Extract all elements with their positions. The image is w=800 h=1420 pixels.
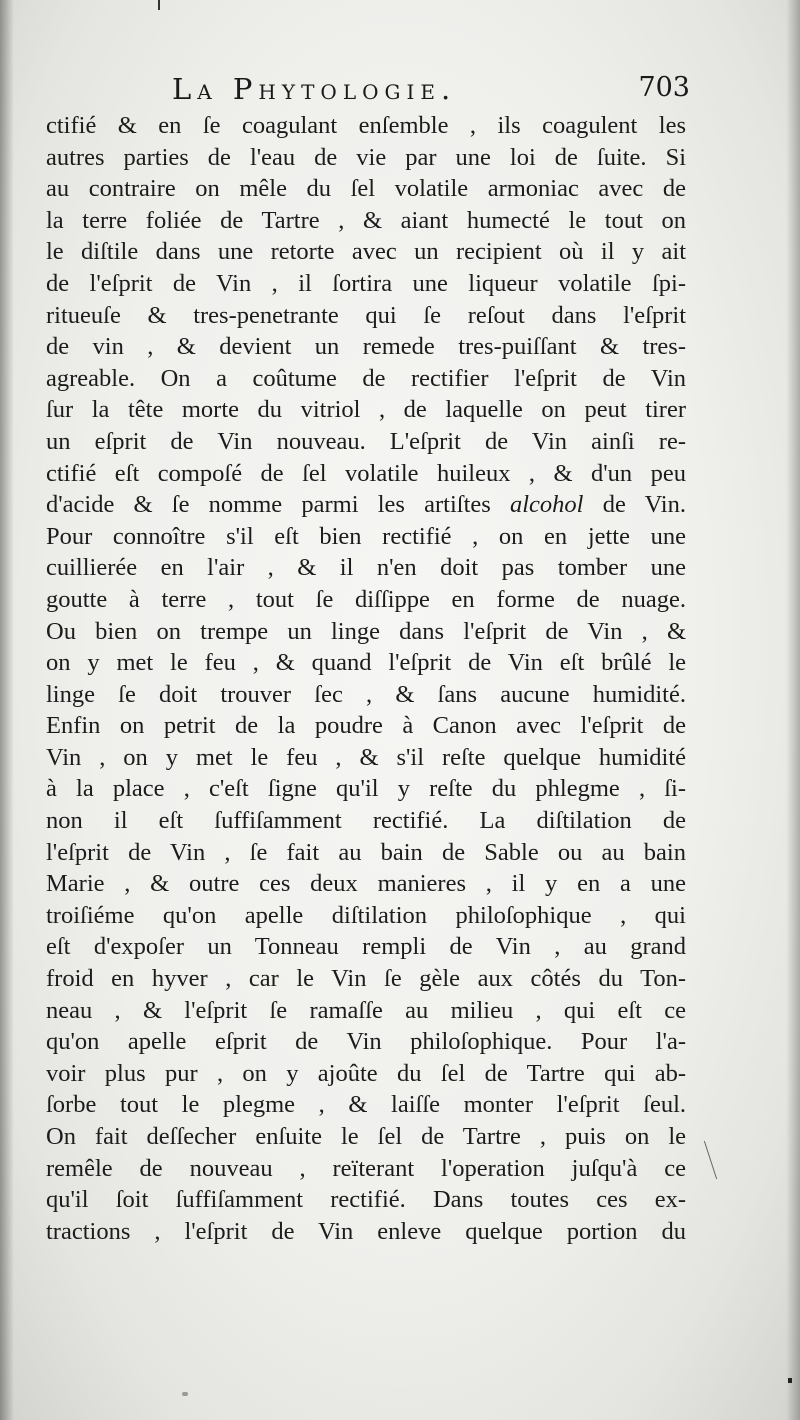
page-edge-shadow-left (0, 0, 14, 1420)
text-span: de Vin. (583, 491, 686, 519)
page-number: 703 (638, 72, 690, 103)
text-line: qu'on apelle eſprit de Vin philoſophique. Pour l'a- (46, 1028, 686, 1056)
text-line: linge ſe doit trouver ſec , & ſans aucune humidité. (46, 680, 686, 708)
text-line: l'eſprit de Vin , ſe fait au bain de Sable ou au bain (46, 838, 686, 866)
text-line: froid en hyver , car le Vin ſe gèle aux côtés du Ton- (46, 965, 686, 993)
text-line: eſt d'expoſer un Tonneau rempli de Vin , au grand (46, 933, 686, 961)
text-line: On fait deſſecher enſuite le ſel de Tartre , puis on le (46, 1123, 686, 1150)
page-header (40, 68, 690, 112)
text-line: ſur la tête morte du vitriol , de laquelle on peut tirer (46, 396, 686, 424)
text-line: de vin , & devient un remede tres-puiſſant & tres- (46, 333, 686, 361)
text-line: Enfin on petrit de la poudre à Canon avec l'eſprit de (46, 712, 686, 740)
text-line: de l'eſprit de Vin , il ſortira une liqueur volatile ſpi- (46, 269, 686, 297)
body-text (46, 110, 686, 1247)
text-line: non il eſt ſuffiſamment rectifié. La diſtilation de (46, 807, 686, 835)
text-line: agreable. On a coûtume de rectifier l'eſprit de Vin (46, 364, 686, 392)
text-line-with-italic (46, 489, 686, 521)
text-line: le diſtile dans une retorte avec un recipient où il y ait (46, 238, 686, 266)
stray-mark-corner (788, 1378, 792, 1383)
text-line: ritueuſe & tres-penetrante qui ſe reſout dans l'eſprit (46, 301, 686, 329)
text-line: à la place , c'eſt ſigne qu'il y reſte du phlegme , ſi- (46, 775, 686, 803)
text-line: autres parties de l'eau de vie par une loi de ſuite. Si (46, 143, 686, 171)
italic-term: alcohol (510, 491, 584, 519)
stray-mark-top (158, 0, 160, 10)
text-line: neau , & l'eſprit ſe ramaſſe au milieu , qui eſt ce (46, 996, 686, 1024)
text-line: Ou bien on trempe un linge dans l'eſprit de Vin , & (46, 617, 686, 645)
text-line: qu'il ſoit ſuffiſamment rectifié. Dans toutes ces ex- (46, 1186, 686, 1214)
text-line: cuillierée en l'air , & il n'en doit pas tomber une (46, 554, 686, 582)
text-line: troiſiéme qu'on apelle diſtilation philoſophique , qui (46, 901, 686, 929)
stray-mark-right (704, 1141, 717, 1179)
text-line: ſorbe tout le plegme , & laiſſe monter l'eſprit ſeul. (46, 1091, 686, 1119)
text-line: ctifié eſt compoſé de ſel volatile huileux , & d'un peu (46, 459, 686, 487)
text-line: voir plus pur , on y ajoûte du ſel de Tartre qui ab- (46, 1059, 686, 1087)
text-line: goutte à terre , tout ſe diſſippe en forme de nuage. (46, 585, 686, 613)
text-line: la terre foliée de Tartre , & aiant humecté le tout on (46, 206, 686, 234)
text-line: Pour connoître s'il eſt bien rectifié , on en jette une (46, 522, 686, 550)
stray-mark-bottom (182, 1392, 188, 1396)
text-line: au contraire on mêle du ſel volatile armoniac avec de (46, 175, 686, 203)
text-line: remêle de nouveau , reïterant l'operation juſqu'à ce (46, 1154, 686, 1182)
text-line: un eſprit de Vin nouveau. L'eſprit de Vin ainſi re- (46, 427, 686, 455)
page-edge-shadow-right (786, 0, 800, 1420)
running-title: La Phytologie. (172, 72, 457, 106)
text-line: ctifié & en ſe coagulant enſemble , ils coagulent les (46, 112, 686, 139)
text-line-last: tractions , l'eſprit de Vin enleve quelque portion du (46, 1217, 686, 1245)
text-line: Marie , & outre ces deux manieres , il y en a une (46, 870, 686, 898)
text-span: d'acide & ſe nomme parmi les artiſtes (46, 491, 510, 519)
text-line: Vin , on y met le feu , & s'il reſte quelque humidité (46, 743, 686, 771)
text-line: on y met le feu , & quand l'eſprit de Vin eſt brûlé le (46, 649, 686, 677)
